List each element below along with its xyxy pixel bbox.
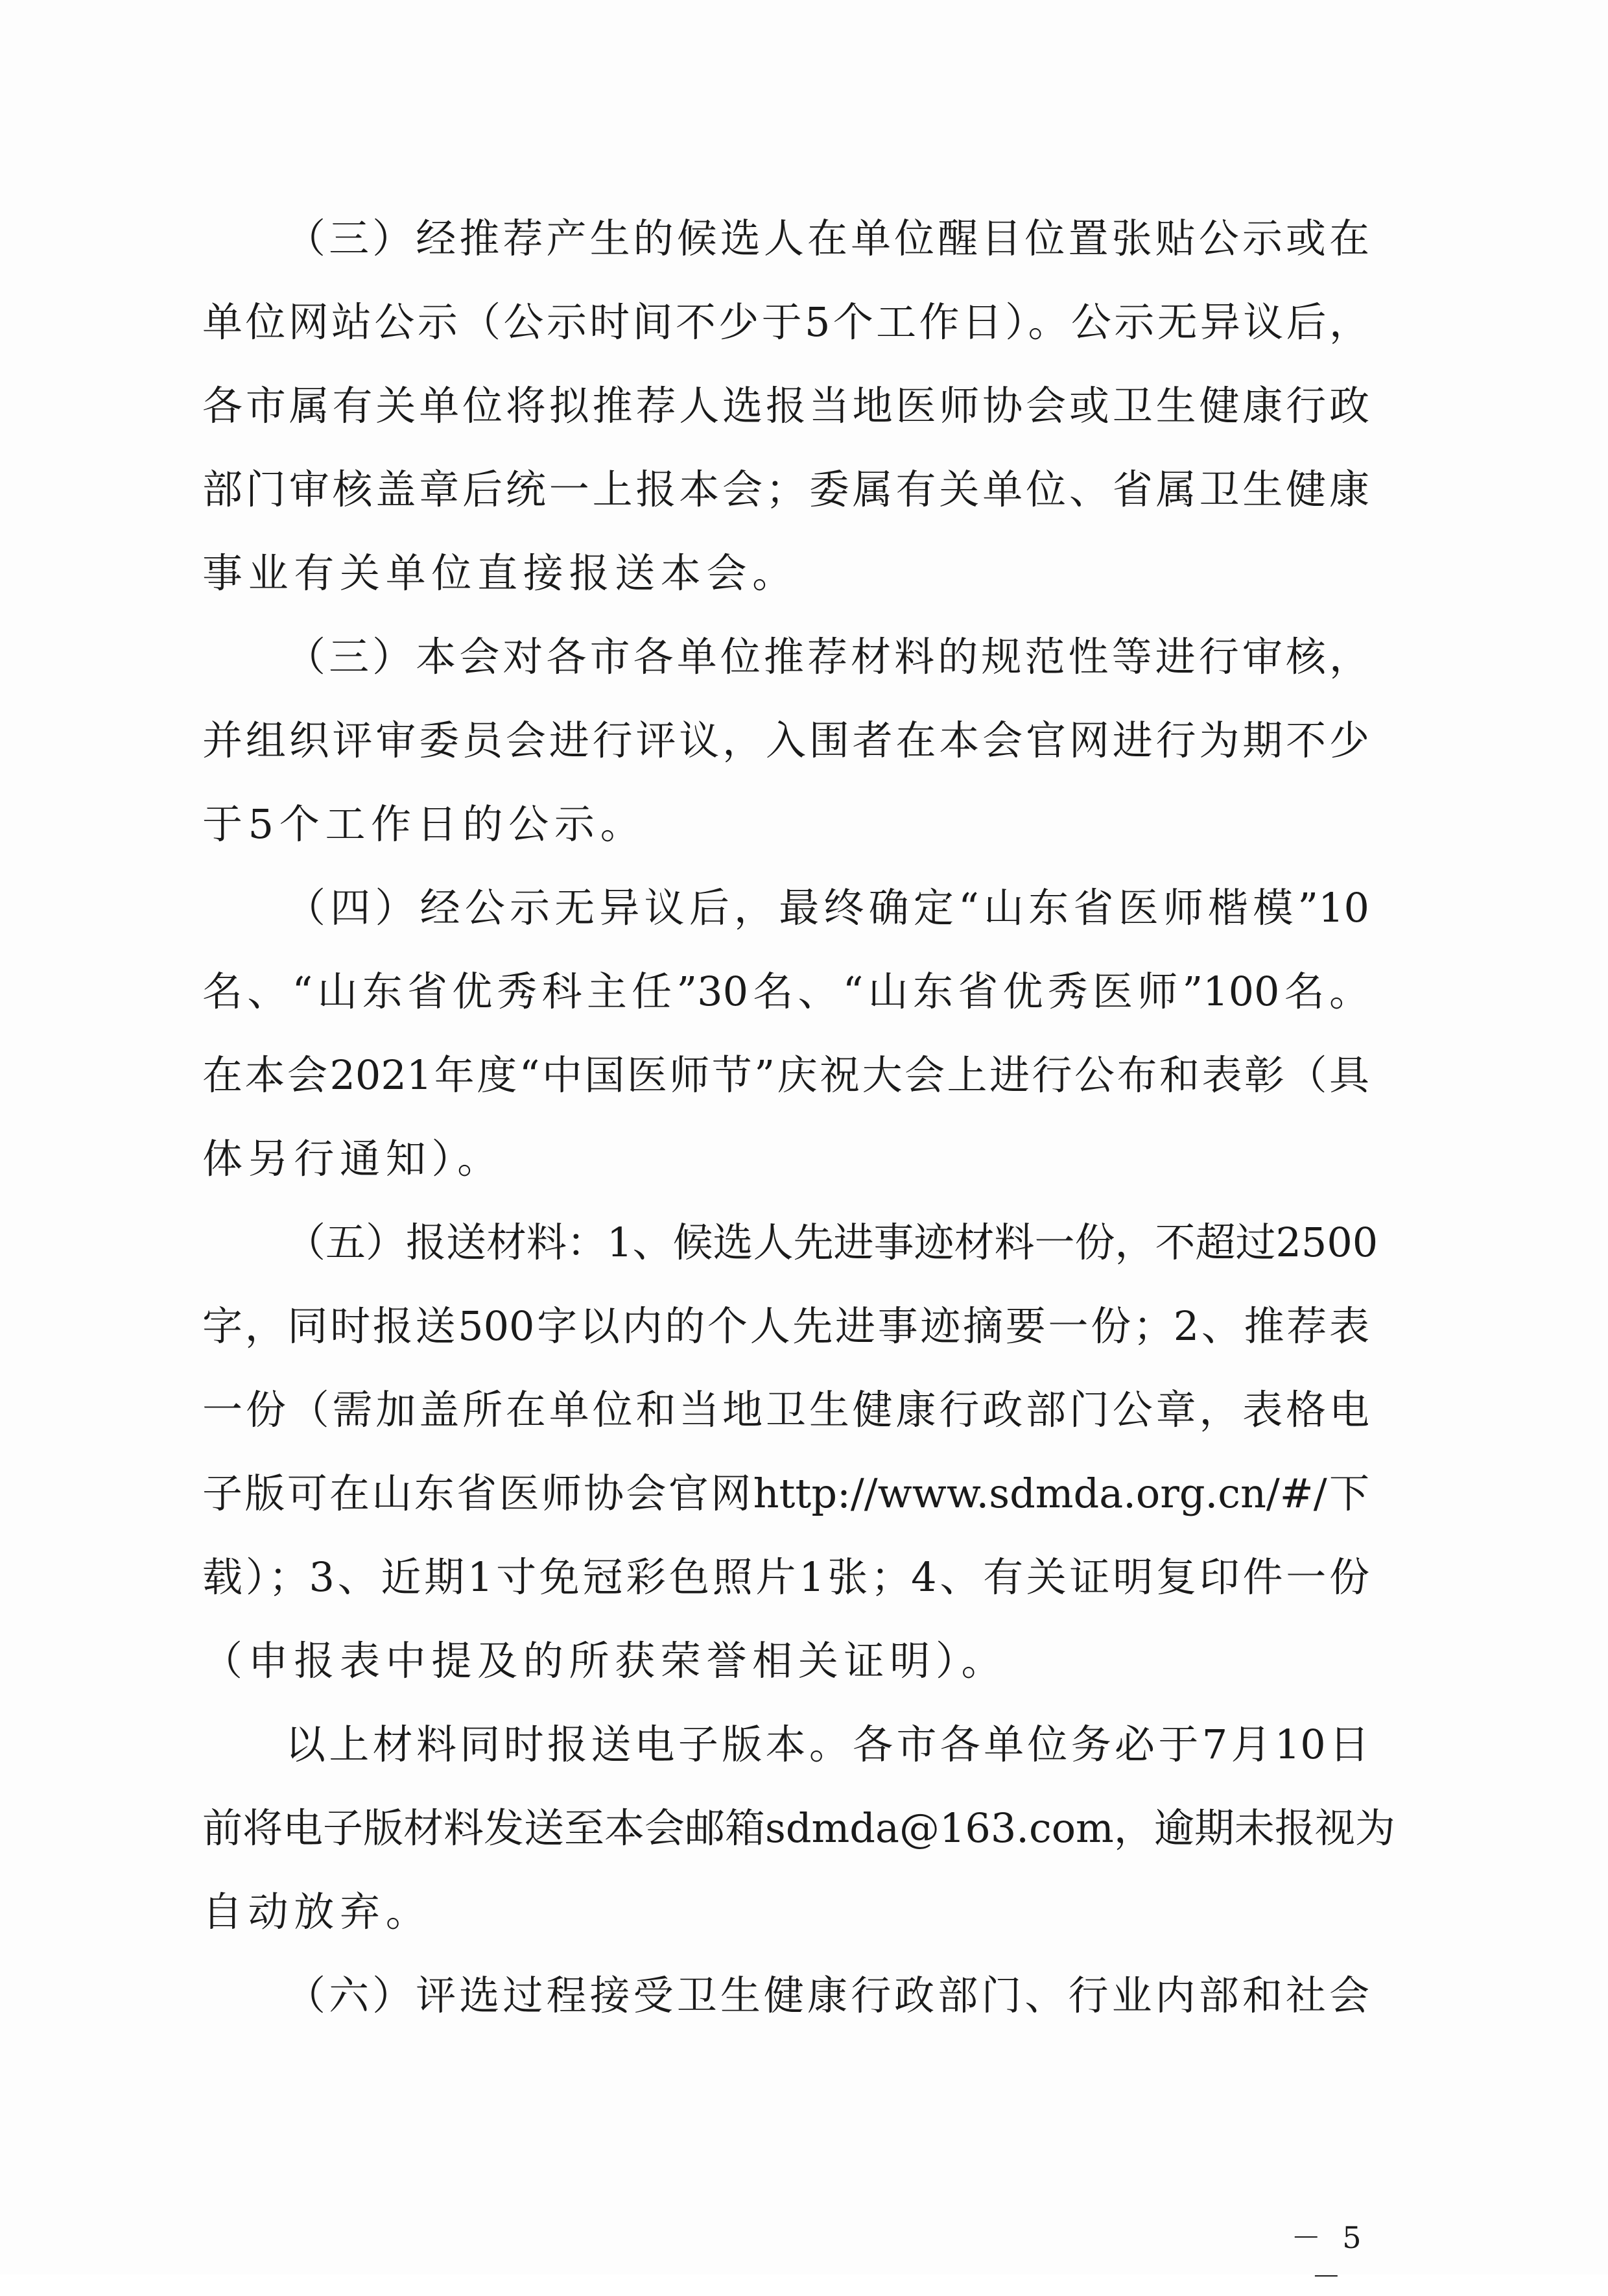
text-line: （五）报送材料：1、候选人先进事迹材料一份，不超过2500 [285, 1219, 1378, 1266]
text-line: 自动放弃。 [202, 1888, 432, 1935]
text-line: （三）本会对各市各单位推荐材料的规范性等进行审核， [285, 633, 1369, 680]
text-line: 在本会2021年度“中国医师节”庆祝大会上进行公布和表彰（具 [202, 1051, 1369, 1099]
text-line: 单位网站公示（公示时间不少于5个工作日）。公示无异议后， [202, 298, 1369, 346]
text-line: 事业有关单位直接报送本会。 [202, 549, 798, 597]
text-line: （四）经公示无异议后，最终确定“山东省医师楷模”10 [285, 884, 1369, 931]
text-line: （六）评选过程接受卫生健康行政部门、行业内部和社会 [285, 1972, 1369, 2019]
text-line: 载）；3、近期1寸免冠彩色照片1张；4、有关证明复印件一份 [202, 1553, 1369, 1601]
text-line: （三）经推荐产生的候选人在单位醒目位置张贴公示或在 [285, 215, 1369, 262]
text-line: 于5个工作日的公示。 [202, 800, 646, 848]
text-line: 一份（需加盖所在单位和当地卫生健康行政部门公章，表格电 [202, 1386, 1369, 1433]
text-line: 前将电子版材料发送至本会邮箱sdmda@163.com，逾期未报视为 [202, 1804, 1395, 1852]
text-line: 并组织评审委员会进行评议，入围者在本会官网进行为期不少 [202, 717, 1369, 764]
text-line: 字，同时报送500字以内的个人先进事迹摘要一份；2、推荐表 [202, 1302, 1369, 1350]
text-line: 以上材料同时报送电子版本。各市各单位务必于7月10日 [285, 1721, 1369, 1768]
text-line: 部门审核盖章后统一上报本会；委属有关单位、省属卫生健康 [202, 466, 1369, 513]
text-line: 体另行通知）。 [202, 1135, 503, 1182]
text-line: 子版可在山东省医师协会官网http://www.sdmda.org.cn/#/下 [202, 1470, 1369, 1517]
text-line: 各市属有关单位将拟推荐人选报当地医师协会或卫生健康行政 [202, 382, 1369, 429]
text-line: 名、“山东省优秀科主任”30名、“山东省优秀医师”100名。 [202, 968, 1369, 1015]
page-number: － 5 － [1291, 2220, 1367, 2294]
text-line: （申报表中提及的所获荣誉相关证明）。 [202, 1637, 1008, 1684]
